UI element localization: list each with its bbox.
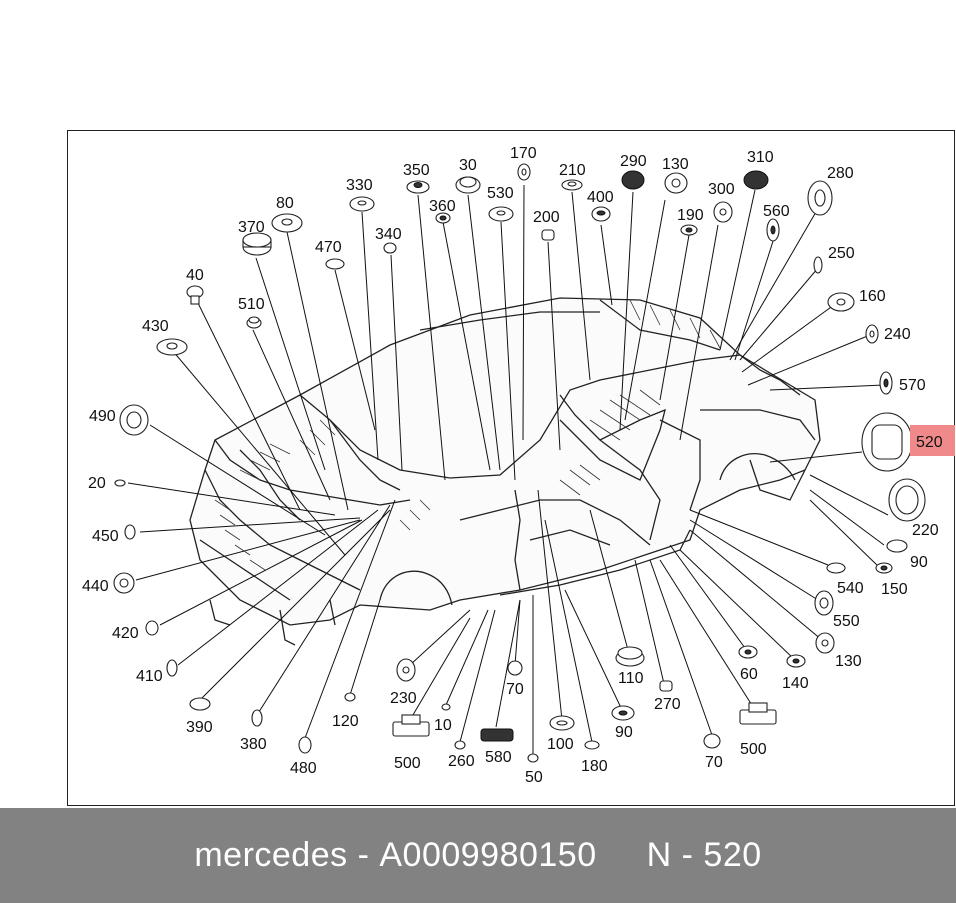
callout-label: 290: [620, 153, 647, 170]
callout-label: 130: [662, 156, 689, 173]
callout-label: 90: [615, 724, 633, 741]
callout-label: 350: [403, 162, 430, 179]
callout-label-highlighted: 520: [916, 434, 943, 451]
callout-label: 30: [459, 157, 477, 174]
callout-label: 490: [89, 408, 116, 425]
callout-label: 400: [587, 189, 614, 206]
callout-label: 200: [533, 209, 560, 226]
callout-label: 180: [581, 758, 608, 775]
callout-label: 430: [142, 318, 169, 335]
callout-label: 170: [510, 145, 537, 162]
caption-dash: -: [357, 836, 370, 874]
callout-label: 90: [910, 554, 928, 571]
part-caption-bar: [0, 808, 956, 903]
callout-label: 20: [88, 475, 106, 492]
callout-label: 580: [485, 749, 512, 766]
callout-label: 420: [112, 625, 139, 642]
callout-label: 110: [618, 670, 644, 687]
part-number: A0009980150: [379, 836, 597, 874]
callout-label: 560: [763, 203, 790, 220]
callout-label: 390: [186, 719, 213, 736]
callout-label: 300: [708, 181, 735, 198]
callout-label: 440: [82, 578, 109, 595]
callout-label: 410: [136, 668, 163, 685]
callout-label: 380: [240, 736, 267, 753]
callout-label: 270: [654, 696, 681, 713]
callout-label: 540: [837, 580, 864, 597]
callout-label: 230: [390, 690, 417, 707]
callout-label: 370: [238, 219, 265, 236]
callout-label: 40: [186, 267, 204, 284]
callout-label: 160: [859, 288, 886, 305]
callout-label: 450: [92, 528, 119, 545]
callout-label: 70: [705, 754, 723, 771]
callout-label: 530: [487, 185, 514, 202]
callout-label: 280: [827, 165, 854, 182]
callout-label: 140: [782, 675, 809, 692]
callout-label: 130: [835, 653, 862, 670]
callout-label: 240: [884, 326, 911, 343]
callout-label: 260: [448, 753, 475, 770]
callout-label: 550: [833, 613, 860, 630]
callout-label: 250: [828, 245, 855, 262]
callout-label: 220: [912, 522, 939, 539]
callout-label: 120: [332, 713, 359, 730]
callout-label: 10: [434, 717, 452, 734]
callout-label: 470: [315, 239, 342, 256]
callout-label: 340: [375, 226, 402, 243]
callout-label: 500: [394, 755, 421, 772]
brand-name: mercedes: [194, 836, 348, 874]
callout-label: 310: [747, 149, 774, 166]
callout-label: 60: [740, 666, 758, 683]
callout-label: 80: [276, 195, 294, 212]
callout-label: 150: [881, 581, 908, 598]
callout-label: 480: [290, 760, 317, 777]
callout-label: 330: [346, 177, 373, 194]
position-number: N - 520: [646, 836, 762, 874]
callout-label: 570: [899, 377, 926, 394]
callout-label: 500: [740, 741, 767, 758]
callout-label: 70: [506, 681, 524, 698]
callout-label: 510: [238, 296, 265, 313]
callout-label: 100: [547, 736, 574, 753]
callout-label: 360: [429, 198, 456, 215]
callout-label: 210: [559, 162, 586, 179]
callout-label: 190: [677, 207, 704, 224]
callout-label: 50: [525, 769, 543, 786]
